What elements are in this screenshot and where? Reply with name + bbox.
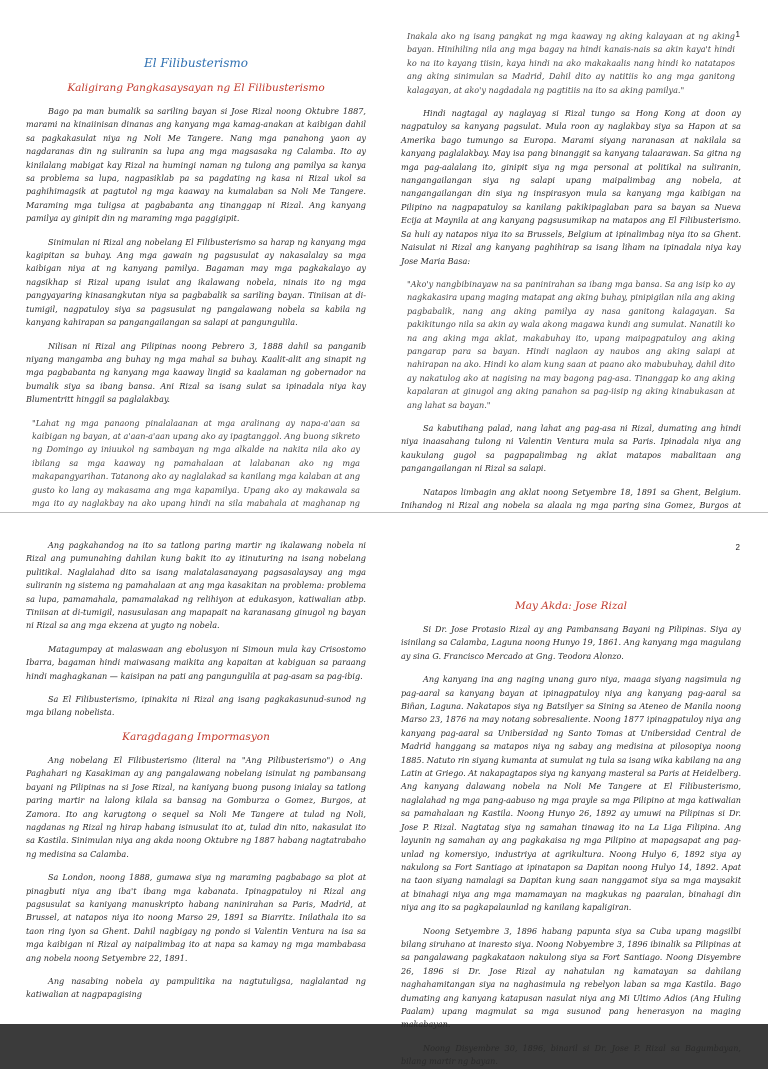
paragraph: Ang kanyang ina ang naging unang guro niya, maaga siyang nagsimula ng pag-aaral sa kanyang bayan at ipinagpatuloy niya ang kanyang pag-aaral sa Biñan, Laguna. Nakatapos siya ng Batsilyer sa Sining sa Ateneo de Manila noong Marso 23, 1876 na may notang sobresaliente. Noong 1877 ipinagpatuloy niya ang kanyang pag-aaral sa Unibersidad ng Santo Tomas at Unibersidad Central de Madrid hanggang sa matapos niya ng sabay ang medisina at pilosopiya noong 1885. Natuto rin siyang kumanta at sumulat ng tula sa isang wika kabilang na ang Latin at Griego. At nakapagtapos siya ng kanyang masteral sa Paris at Heidelberg. Ang kanyang dalawang nobela na Noli Me Tangere at El Filibusterismo, naglalahad ng mga pang-aabuso ng mga prayle sa mga Pilipino at mga katiwalian sa pamahalaan ng Kastila. Noong Hunyo 26, 1892 ay umuwi na Pilipinas si Dr. Jose P. Rizal. Nagtatag siya ng samahan tinawag ito na La Liga Filipina. Ang layunin ng samahan ay ang pagkakaisa ng mga Pilipino at mapagsapat ang pag-unlad ng komersiyo, industriya at agrikultura. Noong Hulyo 6, 1892 siya ay nakulong sa Fort Santiago at ipinatapon sa Dapitan noong Hulyo 14, 1892. Apat na taon siyang namalagi sa Dapitan kung saan nanggamot siya sa mga maysakit at binahagi niya ang mga mamamayan na magkukas ng paaralan, binahagi din niya ang ito sa pagkapalaunlad ng kanilang kapaligiran. (401, 674, 742, 913)
paragraph: Matagumpay at malaswaan ang ebolusyon ni Simoun mula kay Crisostomo Ibarra, bagaman hindi maiwasang maikita ang kapaitan at kabiguan sa paraang hindi maghagkanan — kaisipan na pati ang pangungulila at pag-asam sa pag-ibig. (26, 643, 366, 681)
paragraph: Ang nasabing nobela ay pampulitika na nagtutuligsa, naglalantad ng katiwalian at nagpapagising (26, 975, 366, 1000)
page1-left-column (26, 0, 366, 512)
paragraph: Ang pagkahandog na ito sa tatlong paring martir ng ikalawang nobela ni Rizal ang pumunahing dahilan kung bakit ito ay itinuturing na isang nobelang pulitikal. Naglalahad dito sa isang malatalasanayang pagsasalaysay ang mga suliranin ng sistema ng pamahalaan at ang mga kasakitan na problema: problema sa lupa, pamamahala, pamamalakad ng relihiyon at edukasyon, katiwalian atbp. Tiniisan at di-tumigil, nasusulasan ang mapapait na karanasang ginugol ng bayan ni Rizal sa ang mga ekzena at yugto ng nobela. (26, 540, 366, 631)
document-title: El Filibusterismo (143, 56, 249, 70)
section-heading: Karagdagang Impormasyon (122, 730, 270, 743)
quote-paragraph: "Ako'y nangbibinayaw na sa paninirahan sa ibang mga bansa. Sa ang isip ko ay nagkakasira upang maging matapat ang aking buhay, pinipigilan nila ang aking pagbabalik, nang ang aking pamilya ay nasa ganitong kalagayan. Sa pakikitungo nila sa akin ay wala akong magawa kundi ang sumulat. Nanatili ko na ang aking mga aklat, makabuhay ito, upang maipagpatuloy ang aking pangarap para sa bayan. Hindi naglaon ay naubos ang aking salapi at nahirapan na ako. Hindi ko alam kung saan at paano ako mabubuhay, dahil dito ay nakatulog ako at nagising na may bagong pag-asa. Tinanggap ko ang aking kapalaran at ginugol ang aking panahon sa pag-iisip ng aking kinabukasan at ang lahat sa bayan." (407, 278, 735, 410)
paragraph: Sa El Filibusterismo, ipinakita ni Rizal ang isang pagkakasunud-sunod ng mga bilang nobelista. (26, 694, 366, 718)
page-number: 1 (735, 30, 740, 39)
page2-right-column (401, 513, 742, 1067)
page-number: 2 (735, 543, 740, 552)
paragraph: Si Dr. Jose Protasio Rizal ay ang Pambansang Bayani ng Pilipinas. Siya ay isinilang sa Calamba, Laguna noong Hunyo 19, 1861. Ang kanyang mga magulang ay sina G. Francisco Mercado at Gng. Teodora Alonzo. (401, 624, 741, 661)
paragraph: Sinimulan ni Rizal ang nobelang El Filibusterismo sa harap ng kanyang mga kagipitan sa buhay. Ang mga gawain ng pagsusulat ay nakasalalay sa mga kaibigan niya at ng kanyang pamilya. Bagaman may mga pagkakalayo ay nagsikhap si Rizal upang isulat ang ikalawang nobela, ninais ito ng mga pangyayaring kinasangkutan niya sa pagbabalik sa sariling bayan. Tiniisan at di-tumigil, nagpatuloy siya sa pagsusulat ng pangalawang nobela sa kabila ng kanyang kahirapan sa pangangailangan sa salapi at pangungulila. (26, 236, 366, 328)
quote-paragraph: Inakala ako ng isang pangkat ng mga kaaway ng aking kalayaan at ng aking bayan. Hinihiling nila ang mga bagay na hindi kanais-nais sa akin kaya't hindi ko na ito kayang tiisin, kaya hindi na ako makakaalis nang hindi ko natatapos ang aking sinimulan sa Madrid, Dahil dito ay natitiis ko ang mga ganitong kalagayan, at ako'y nagdadala ng pagtitiis na ito sa aking pamilya." (407, 31, 735, 95)
paragraph: Natapos limbagin ang aklat noong Setyembre 18, 1891 sa Ghent, Belgium. Inihandog ni Rizal ang nobela sa alaala ng mga paring sina Gomez, Burgos at (401, 486, 741, 510)
section-heading: Kaligirang Pangkasaysayan ng El Filibusterismo (67, 82, 325, 94)
paragraph: Noong Disyembre 30, 1896, binaril si Dr. Jose P. Rizal sa Bagumbayan, bilang martir ng bayan. (401, 1042, 741, 1067)
paragraph: Hindi nagtagal ay naglayag si Rizal tungo sa Hong Kong at doon ay nagpatuloy sa kanyang pagsulat. Mula roon ay naglakbay siya sa Hapon at sa Amerika bago tumungo sa Europa. Marami siyang naranasan at nakilala sa kanyang paglalakbay. May isa pang binanggit sa kanyang talaarawan. Sa gitna ng mga pag-aalalang ito, ginipit siya ng mga personal at politikal na suliranin, nangangailangan siya ng salapi upang maipalimbag ang nobela, at nangangailangan din siya ng inspirasyon mula sa kanyang mga kaibigan na Pilipino na nagpapatuloy sa kanilang pakikipaglaban para sa bayan sa Nueva Ecija at Maynila at ang kanyang pagsusumikap na matapos ang El Filibusterismo. Sa huli ay natapos niya ito sa Brussels, Belgium at ipinalimbag niya ito sa Ghent. Naisulat ni Rizal ang kanyang paghihirap sa isang liham na ipinadala niya kay Jose Maria Basa: (401, 108, 741, 266)
paragraph: Bago pa man bumalik sa sariling bayan si Jose Rizal noong Oktubre 1887, marami na kinaiinisan dinanas ang kanyang mga kamag-anakan at kaibigan dahil sa pagkakasulat niya ng Noli Me Tangere. Nang mga panahong yaon ay nagdaranas din ng suliranin sa lupa ang mga magsasaka ng Calamba. Ito ay kinilalang mabigat kay Rizal na humingi naman ng tulong ang pamilya sa kanya sa problema sa lupa, nagpasiklab pa sa pagdating ng kasa ni Rizal ukol sa paghihimagsik at pagtutol ng mga kaaway na kumalaban sa Noli Me Tangere. Maraming mga tuligsa at pagbabanta ang tinanggap ni Rizal. Ang kanyang pamilya ay ginipit din ng maraming mga paggigipit. (26, 106, 366, 224)
paragraph: Ang nobelang El Filibusterismo (literal na "Ang Pilibusterismo") o Ang Paghahari ng Kasakiman ay ang pangalawang nobelang isinulat ng pambansang bayani ng Pilipinas na si Jose Rizal, na kaniyang buong pusong inialay sa tatlong paring martir na lalong kilala sa bansag na Gomburza o Gomez, Burgos, at Zamora. Ito ang karugtong o sequel sa Noli Me Tangere at tulad ng Noli, nagdanas ng Rizal ng hirap habang isinusulat ito at, tulad din nito, nakasulat ito sa Kastila. Sinimulan niya ang akda noong Oktubre ng 1887 habang nagtatrabaho ng medisina sa Calamba. (26, 754, 366, 859)
paragraph: Nilisan ni Rizal ang Pilipinas noong Pebrero 3, 1888 dahil sa panganib niyang mangamba ang buhay ng mga mahal sa buhay. Kaalit-alit ang sinapit ng mga pagbabanta ng kanyang mga kaaway lingid sa kaalaman ng gobernador na bumalik siya sa ibang bansa. Ani Rizal sa isang sulat sa ipinadala niya kay Blumentritt hinggil sa paglalakbay. (26, 340, 366, 405)
page1-right-column (401, 0, 741, 542)
document-page-2 (0, 512, 768, 1067)
quote-paragraph: "Lahat ng mga panaong pinalalaanan at mga aralinang ay napa-a'aan sa kaibigan ng bayan, at a'aan-a'aan upang ako ay ipagtanggol. Ang buong sikreto ng Domingo ay iniuukol ng sambayan ng mga alkalde na nakita nila ako ay ibilang sa mga kaaway ng pamahalaan at lalabanan ako ng mga makapangyarihan. Tatanong ako ay naglalakad sa kanilang mga kalaban at ang gusto ko lang ay makasama ang mga kapamilya. Upang ako ay makawala sa mga ito ay naglakbay na ako upang hindi na sila mabahala at maghanap ng (32, 417, 360, 508)
section-heading: May Akda: Jose Rizal (515, 600, 627, 612)
document-page-1 (0, 0, 768, 512)
paragraph: Noong Setyembre 3, 1896 habang papunta siya sa Cuba upang magsilbi bilang siruhano at inaresto siya. Noong Nobyembre 3, 1896 ibinalik sa Pilipinas at sa pangalawang pagkakataon nakulong siya sa Fort Santiago. Noong Disyembre 26, 1896 si Dr. Jose Rizal ay nahatulan ng kamatayan sa dahilang naghahamitangan siya na naghasimula ng rebelyon laban sa mga Kastila. Bago dumating ang kanyang katapusan nasulat niya ang Mi Ultimo Adios (Ang Huling Paalam) upang magmulat sa mga susunod pang henerasyon na maging makabayan. (401, 925, 741, 1030)
page2-left-column (26, 513, 366, 1051)
paragraph: Sa kabutihang palad, nang lahat ang pag-asa ni Rizal, dumating ang hindi niya inaasahang tulong ni Valentin Ventura mula sa Paris. Ipinadala niya ang kaukulang gugol sa pagpapalimbag ng aklat matapos mabalitaan ang pangangailangan ni Rizal sa salapi. (401, 422, 741, 474)
paragraph: Sa London, noong 1888, gumawa siya ng maraming pagbabago sa plot at pinagbuti niya ang iba't ibang mga kabanata. Ipinagpatuloy ni Rizal ang pagsusulat sa kaniyang manuskripto habang naninirahan sa Paris, Madrid, at Brussel, at natapos niya ito noong Marso 29, 1891 sa Biarritz. Inilathala ito sa taon ring iyon sa Ghent. Dahil nagbigay ng pondo si Valentin Ventura na isa sa mga kaibigan ni Rizal ay naipalimbag ito at napa sa kamay ng mga mambabasa ang nobela noong Setyembre 22, 1891. (26, 872, 366, 963)
